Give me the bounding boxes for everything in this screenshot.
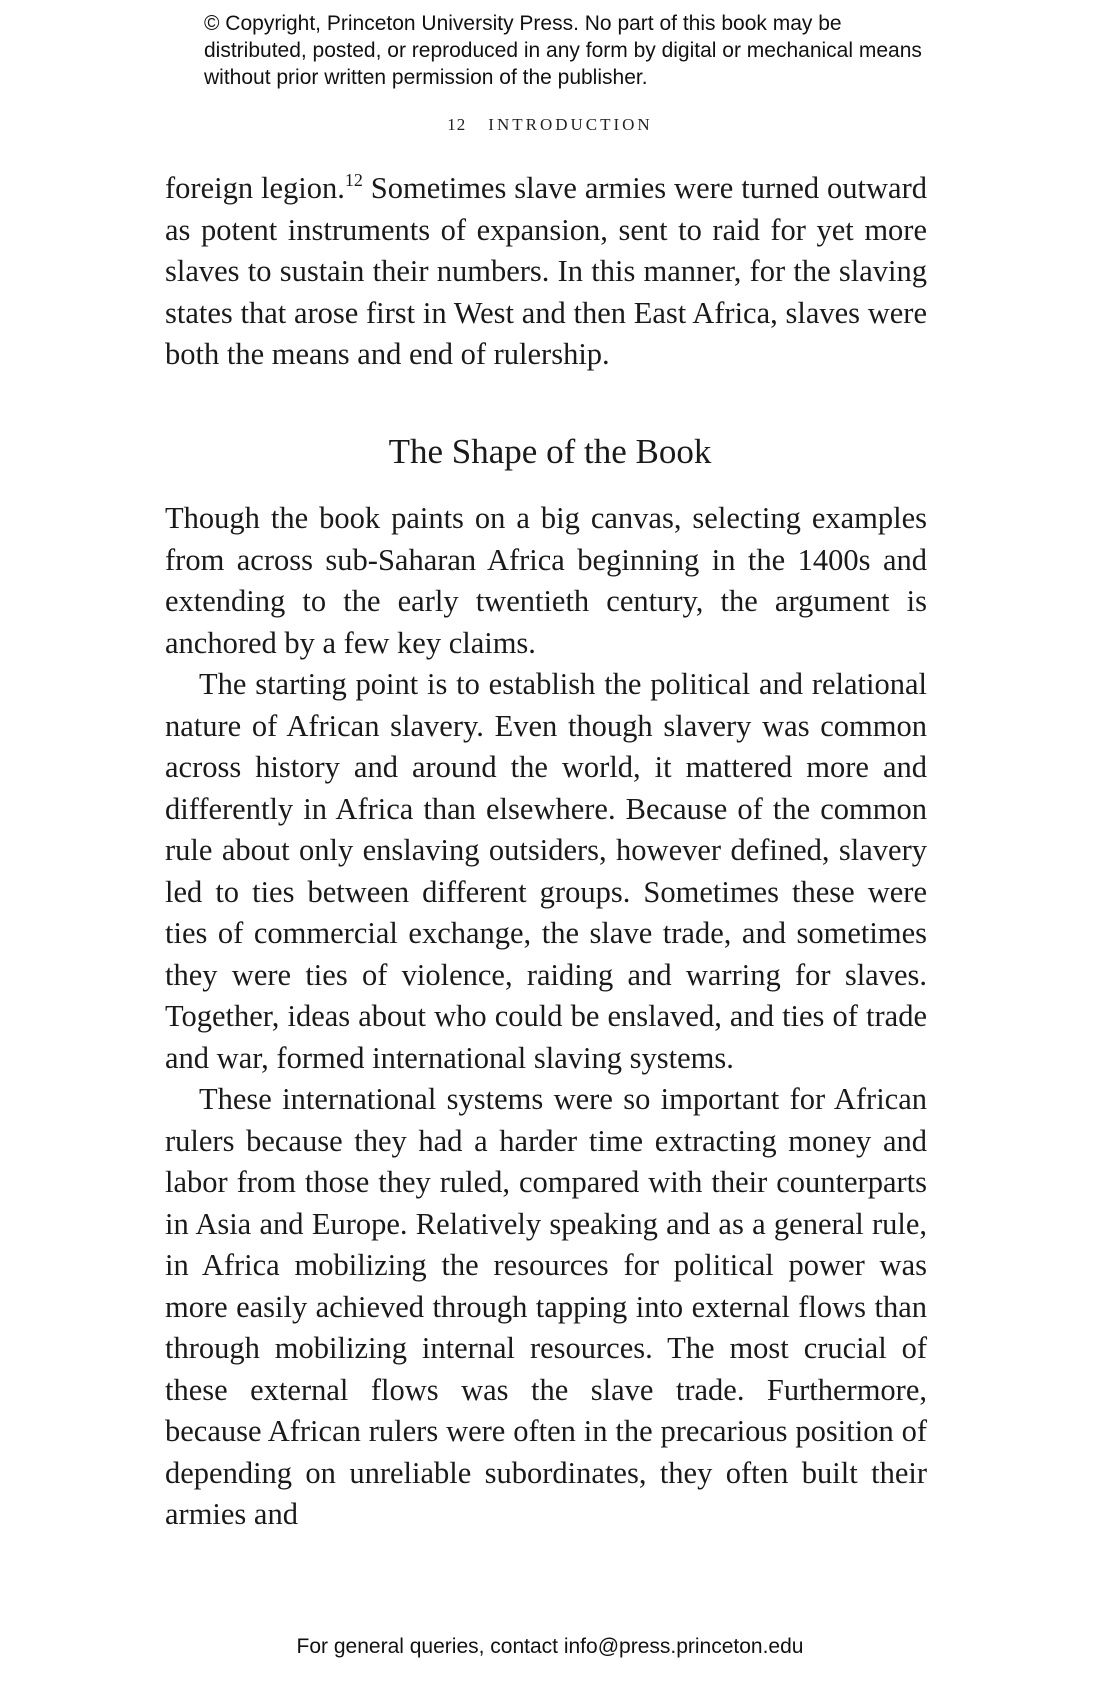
copyright-notice: © Copyright, Princeton University Press. No part of this book may be distributed, posted, or reproduced in any form by digital or mechanical means without prior written permission of the publisher. xyxy=(204,12,922,89)
continued-paragraph-block xyxy=(165,168,927,376)
section-body xyxy=(165,498,927,1536)
page-number: 12 xyxy=(447,115,467,134)
running-head xyxy=(0,115,1100,135)
continued-paragraph xyxy=(165,168,927,376)
footer-contact: For general queries, contact info@press.princeton.edu xyxy=(296,1635,804,1658)
paragraph-text-rest: Sometimes slave armies were turned outward as potent instruments of expansion, sent to raid for yet more slaves to sustain their numbers. In this manner, for the slaving states that arose first in West and then East Africa, slaves were both the means and end of rulership. xyxy=(165,171,928,371)
paragraph-text-start: foreign legion. xyxy=(165,171,345,205)
footnote-reference: 12 xyxy=(344,170,363,190)
section-heading: The Shape of the Book xyxy=(388,432,712,471)
running-head-section: INTRODUCTION xyxy=(488,115,653,134)
paragraph: These international systems were so important for African rulers because they had a harder time extracting money and labor from those they ruled, compared with their counterparts in Asia and Europe. Relatively speaking and as a general rule, in Africa mobilizing the resources for political power was more easily achieved through tapping into external flows than through mobilizing internal resources. The most crucial of these external flows was the slave trade. Furthermore, because African rulers were often in the precarious position of depending on unreliable subordinates, they often built their armies and xyxy=(165,1082,927,1531)
paragraph: The starting point is to establish the political and relational nature of African slavery. Even though slavery was common across history and around the world, it mattered more and differently in Africa than elsewhere. Because of the common rule about only enslaving outsiders, however defined, slavery led to ties between different groups. Sometimes these were ties of commercial exchange, the slave trade, and sometimes they were ties of violence, raiding and warring for slaves. Together, ideas about who could be enslaved, and ties of trade and war, formed international slaving systems. xyxy=(165,667,927,1075)
paragraph: Though the book paints on a big canvas, selecting examples from across sub-Saharan Africa beginning in the 1400s and extending to the early twentieth century, the argument is anchored by a few key claims. xyxy=(165,501,927,660)
